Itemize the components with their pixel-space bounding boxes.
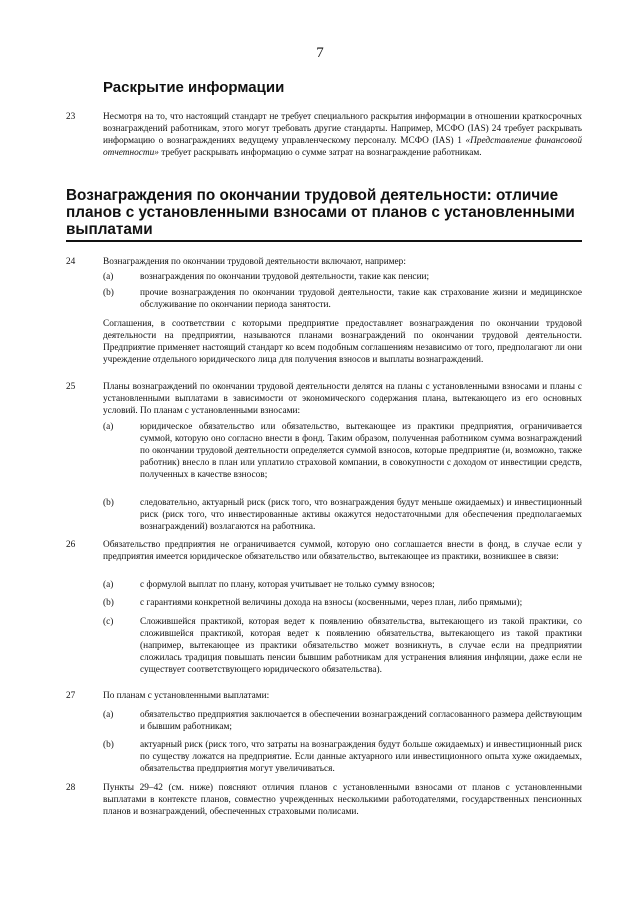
list-item-text: с гарантиями конкретной величины дохода на взносы (косвенными, через план, либо прямыми); <box>140 598 523 608</box>
list-item-text: Сложившейся практикой, которая ведет к появлению обязательства, вытекающего из такой практики, со сложившейся практикой, которая ведет к появлению обязательства, вытекающего из такой практики (например, вытекающее из практики обязательство может возникнуть, в случае если на предприятии сложилась традиция повышать пенсии бывшим работникам для устранения влияния инфляции, даже если не существует соответствующего юридического обязательства). <box>140 617 582 675</box>
paragraph-text: Несмотря на то, что настоящий стандарт не требует специального раскрытия информации в отношении краткосрочных вознаграждений работникам, этого могут требовать другие стандарты. Например, МСФО (IAS) 24 требует раскрывать информацию о вознаграждениях ведущему управленческому персоналу. МСФО (IAS) 1 «Представление финансовой отчетности» требует раскрывать информацию о сумме затрат на вознаграждение работникам. <box>103 112 583 158</box>
paragraph-text: Вознаграждения по окончании трудовой деятельности включают, например: <box>103 257 406 267</box>
list-item-label: (b) <box>103 288 114 298</box>
list-item-text: с формулой выплат по плану, которая учитывает не только сумму взносов; <box>140 580 435 590</box>
section-heading-disclosure: Раскрытие информации <box>103 79 285 96</box>
list-item-text: юридическое обязательство или обязательство, вытекающее из практики предприятия, ограничивается суммой, которую оно согласно внести в фонд. Таким образом, полученная работником сумма вознаграждений по окончании трудовой деятельности определяется суммой взносов, которые предприятие (и, возможно, также работник) внесло в план или уплатило страховой компании, в совокупности с доходом от инвестиции средств, полученных в качестве взносов; <box>140 422 582 480</box>
paragraph-text: По планам с установленными выплатами: <box>103 691 270 701</box>
paragraph-number: 27 <box>66 691 76 701</box>
list-item-text: обязательство предприятия заключается в обеспечении вознаграждений согласованного размера действующим и бывшим работникам; <box>140 710 582 732</box>
standard-title: «Представление финансовой отчетности» <box>103 136 583 158</box>
list-item-text: актуарный риск (риск того, что затраты на вознаграждения будут больше ожидаемых) и инвестиционный риск по существу ложатся на предприятие. Если данные актуарного или инвестиционного опыта хуже ожидаемых, обязательства предприятия могут увеличиваться. <box>140 740 582 774</box>
list-item-text: следовательно, актуарный риск (риск того, что вознаграждения будут меньше ожидаемых) и инвестиционный риск (риск того, что инвестированные активы окажутся недостаточными для обеспечения предполагаемых вознаграждений) возлагаются на работника. <box>140 498 582 532</box>
paragraph-text: Планы вознаграждений по окончании трудовой деятельности делятся на планы с установленными взносами и планы с установленными выплатами в зависимости от экономического содержания плана, вытекающего из его основных условий. По планам с установленными взносами: <box>103 382 582 416</box>
list-item-label: (b) <box>103 498 114 508</box>
paragraph-text: Соглашения, в соответствии с которыми предприятие предоставляет вознаграждения по окончании трудовой деятельности на предприятии, называются планами вознаграждений по окончании трудовой деятельности. Предприятие применяет настоящий стандарт ко всем подобным соглашениям независимо от того, предполагают ли они учреждение отдельного юридического лица для получения взносов и выплаты вознаграждений. <box>103 319 582 365</box>
paragraph-number: 25 <box>66 382 76 392</box>
paragraph-number: 26 <box>66 540 76 550</box>
paragraph-number: 24 <box>66 257 76 267</box>
paragraph-number: 28 <box>66 783 76 793</box>
paragraph-text: Обязательство предприятия не ограничивается суммой, которую оно соглашается внести в фонд, в случае если у предприятия имеется юридическое обязательство или обязательство, вытекающее из практики, возникшее в связи: <box>103 540 582 562</box>
list-item-label: (b) <box>103 740 114 750</box>
list-item-label: (a) <box>103 422 114 432</box>
list-item-label: (a) <box>103 580 114 590</box>
list-item-label: (a) <box>103 710 114 720</box>
list-item-text: прочие вознаграждения по окончании трудовой деятельности, такие как страхование жизни и медицинское обслуживание по окончании периода занятости. <box>140 288 582 310</box>
heading-underline <box>66 240 582 242</box>
page-number: 7 <box>316 45 324 61</box>
list-item-text: вознаграждения по окончании трудовой деятельности, такие как пенсии; <box>140 272 430 282</box>
list-item-label: (c) <box>103 617 114 627</box>
paragraph-text: Пункты 29–42 (см. ниже) поясняют отличия планов с установленными взносами от планов с установленными выплатами в контексте планов, совместно учрежденных несколькими работодателями, государственных пенсионных планов и вознаграждений, обеспеченных страховыми полисами. <box>103 783 582 817</box>
paragraph-number: 23 <box>66 112 76 122</box>
list-item-label: (a) <box>103 272 114 282</box>
section-heading-post-employment: Вознаграждения по окончании трудовой деятельности: отличие планов с установленными взносами от планов с установленными выплатами <box>66 187 575 238</box>
list-item-label: (b) <box>103 598 114 608</box>
